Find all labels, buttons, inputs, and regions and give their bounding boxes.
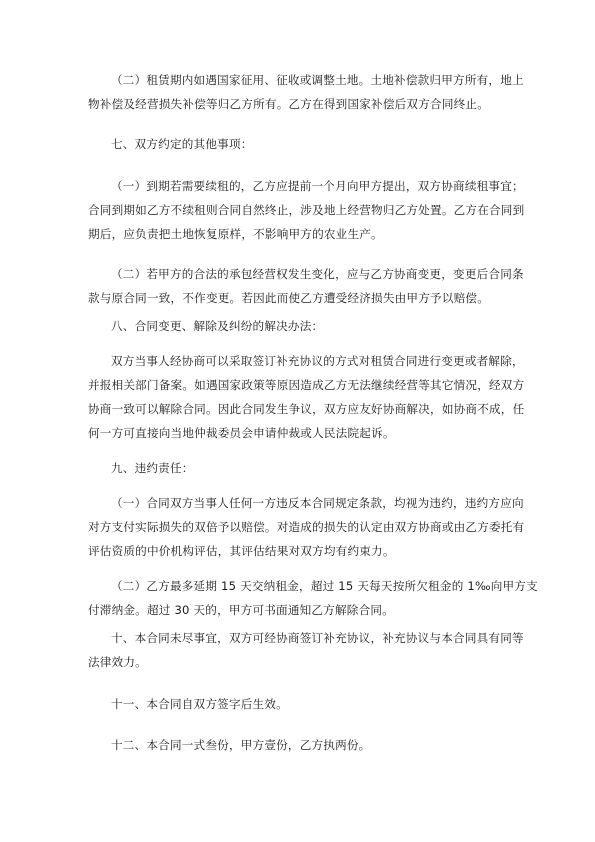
paragraph-line: 对方支付实际损失的双倍予以赔偿。对造成的损失的认定由双方协商或由乙方委托有 <box>88 520 525 534</box>
paragraph-line: （一）合同双方当事人任何一方违反本合同规定条款，均视为违约，违约方应向 <box>111 496 524 510</box>
paragraph-line: 协商一致可以解除合同。因此合同发生争议，双方应友好协商解决，如协商不成，任 <box>88 402 525 416</box>
paragraph-line: 十二、本合同一式叁份，甲方壹份，乙方执两份。 <box>111 738 371 752</box>
breach-clause-2 <box>88 574 538 622</box>
paragraph-line: 物补偿及经营损失补偿等归乙方所有。乙方在得到国家补偿后双方合同终止。 <box>88 97 489 111</box>
section-9-heading <box>88 456 513 480</box>
heading-line: 八、合同变更、解除及纠纷的解决办法： <box>111 319 324 333</box>
breach-clause-1 <box>88 491 525 563</box>
paragraph-line: （一）到期若需要续租的，乙方应提前一个月向甲方提出，双方协商续租事宜； <box>111 179 524 193</box>
dispute-clause <box>88 349 525 445</box>
paragraph-line: 合同到期如乙方不续租则合同自然终止，涉及地上经营物归乙方处置。乙方在合同到 <box>88 203 525 217</box>
paragraph-line: 十、本合同未尽事宜，双方可经协商签订补充协议，补充协议与本合同具有同等 <box>111 631 524 645</box>
paragraph-line: 评估资质的中价机构评估，其评估结果对双方均有约束力。 <box>88 544 395 558</box>
paragraph-line: 款与原合同一致，不作变更。若因此而使乙方遭受经济损失由甲方予以赔偿。 <box>88 291 489 305</box>
heading-line: 九、违约责任： <box>111 461 194 475</box>
heading-line: 七、双方约定的其他事项： <box>111 137 253 151</box>
section-8-heading <box>88 314 513 338</box>
paragraph-line: 并报相关部门备案。如遇国家政策等原因造成乙方无法继续经营等其它情况，经双方 <box>88 378 525 392</box>
renewal-clause <box>88 174 525 246</box>
lease-expropriation-clause <box>88 68 524 116</box>
paragraph-line: 法律效力。 <box>88 655 147 669</box>
section-12 <box>88 733 513 757</box>
paragraph-line: 双方当事人经协商可以采取签订补充协议的方式对租赁合同进行变更或者解除， <box>111 354 524 368</box>
section-7-heading <box>88 132 513 156</box>
paragraph-line: （二）若甲方的合法的承包经营权发生变化，应与乙方协商变更，变更后合同条 <box>111 267 524 281</box>
paragraph-line: （二）乙方最多延期 15 天交纳租金，超过 15 天每天按所欠租金的 1‰向甲方支 <box>111 579 538 593</box>
paragraph-line: 付滞纳金。超过 30 天的，甲方可书面通知乙方解除合同。 <box>88 603 394 617</box>
paragraph-line: 何一方可直接向当地仲裁委员会申请仲裁或人民法院起诉。 <box>88 426 395 440</box>
paragraph-line: 期后，应负责把土地恢复原样，不影响甲方的农业生产。 <box>88 227 383 241</box>
paragraph-line: 十一、本合同自双方签字后生效。 <box>111 697 288 711</box>
section-10 <box>88 626 524 674</box>
section-11 <box>88 692 513 716</box>
paragraph-line: （二）租赁期内如遇国家征用、征收或调整土地。土地补偿款归甲方所有，地上 <box>111 73 524 87</box>
contract-holder-change-clause <box>88 262 524 310</box>
